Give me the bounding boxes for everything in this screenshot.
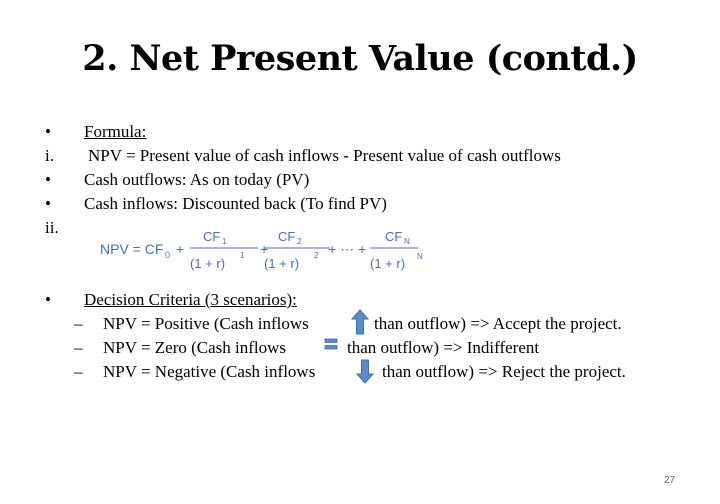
formula-plus: + [176, 241, 185, 257]
formula-ellipsis: + ⋯ + [328, 241, 367, 257]
criterion-positive-lead: NPV = Positive (Cash inflows [103, 314, 309, 333]
bullet-marker: • [45, 170, 51, 189]
dash-marker: – [74, 362, 83, 381]
criterion-zero-lead: NPV = Zero (Cash inflows [103, 338, 287, 357]
formula-plus-2: + [260, 241, 269, 257]
bullet-marker: • [45, 290, 51, 309]
formula-cfn: CF [385, 229, 403, 244]
equals-icon [324, 337, 338, 351]
cash-inflows-text: Cash inflows: Discounted back (To find PV) [84, 194, 387, 213]
formula-exp2: 2 [314, 251, 319, 260]
formula-lhs: NPV = CF [100, 241, 164, 257]
formula-subn: N [404, 237, 410, 246]
criterion-negative-tail: than outflow) => Reject the project. [382, 362, 626, 381]
formula-sub0: 0 [165, 250, 171, 260]
formula-den1: (1 + r) [190, 256, 226, 271]
page-number: 27 [664, 475, 676, 486]
down-arrow-icon [356, 359, 374, 384]
bullet-marker: • [45, 194, 51, 213]
formula-den2: (1 + r) [264, 256, 300, 271]
roman-marker-i: i. [45, 146, 54, 165]
formula-sub1: 1 [222, 237, 227, 246]
formula-denn: (1 + r) [370, 256, 406, 271]
formula-exp1: 1 [240, 251, 245, 260]
decision-heading: Decision Criteria (3 scenarios): [84, 290, 297, 309]
up-arrow-icon [351, 309, 369, 335]
npv-formula [98, 226, 428, 276]
cash-outflows-text: Cash outflows: As on today (PV) [84, 170, 310, 189]
dash-marker: – [74, 314, 83, 333]
criterion-zero-tail: than outflow) => Indifferent [347, 338, 540, 357]
criterion-negative-lead: NPV = Negative (Cash inflows [103, 362, 316, 381]
roman-marker-ii: ii. [45, 218, 59, 237]
slide-title: 2. Net Present Value (contd.) [82, 38, 638, 79]
formula-heading: Formula: [84, 122, 147, 141]
formula-cf1: CF [203, 229, 221, 244]
formula-sub2: 2 [297, 237, 302, 246]
bullet-marker: • [45, 122, 51, 141]
formula-cf2: CF [278, 229, 296, 244]
formula-expn: N [417, 252, 423, 261]
dash-marker: – [74, 338, 83, 357]
npv-definition: NPV = Present value of cash inflows - Present value of cash outflows [88, 146, 561, 165]
criterion-positive-tail: than outflow) => Accept the project. [374, 314, 622, 333]
